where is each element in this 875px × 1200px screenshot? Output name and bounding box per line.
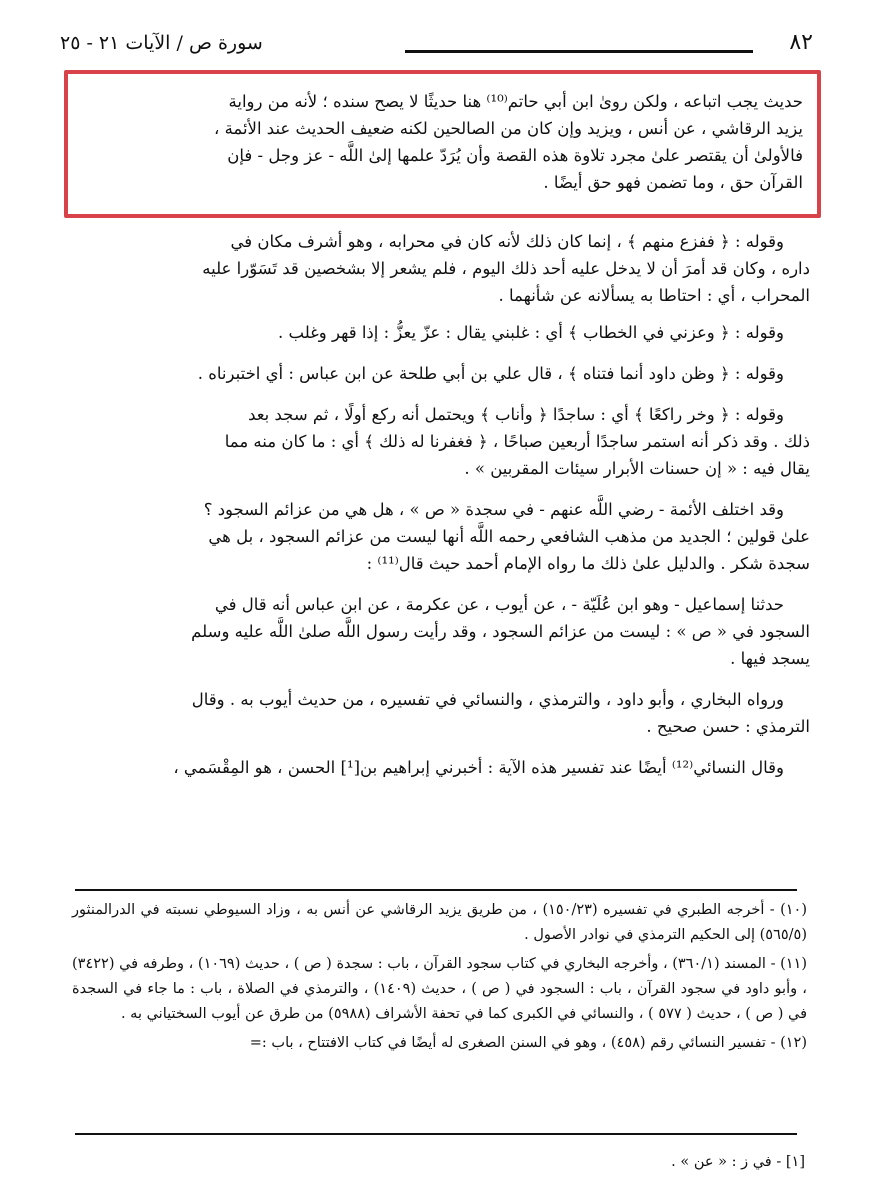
text-line: وقوله : ﴿ وعزني في الخطاب ﴾ أي : غلبني يقال : عزّ يعزُّ : إذا قهر وغلب .: [278, 323, 784, 342]
text-line: وقوله : ﴿ وظن داود أنما فتناه ﴾ ، قال علي بن أبي طلحة عن ابن عباس : أي اختبرناه .: [197, 364, 784, 383]
highlighted-passage: [64, 70, 821, 218]
text-line: حدثنا إسماعيل - وهو ابن عُلَيّة - ، عن أيوب ، عن عكرمة ، عن ابن عباس أنه قال في: [214, 595, 784, 614]
paragraph: [72, 360, 810, 387]
paragraph: [72, 228, 810, 309]
body-text: [72, 228, 810, 795]
text-line: علىٰ قولين ؛ الجديد من مذهب الشافعي رحمه اللَّه أنها ليست من عزائم السجود ، بل هي: [208, 527, 810, 546]
highlight-line: فالأولىٰ أن يقتصر علىٰ مجرد تلاوة هذه القصة وأن يُرَدّ علمها إلىٰ اللَّه - عز وجل - فإن: [227, 146, 803, 165]
text-line: وقال النسائي⁽¹²⁾ أيضًا عند تفسير هذه الآية : أخبرني إبراهيم بن[¹] الحسن ، هو المِقْسَمي ،: [173, 758, 784, 777]
footnote-divider: [75, 889, 797, 891]
highlight-line: حديث يجب اتباعه ، ولكن روىٰ ابن أبي حاتم⁽¹⁰⁾ هنا حديثًا لا يصح سنده ؛ لأنه من رواية: [228, 92, 803, 111]
paragraph: [72, 686, 810, 740]
text-line: ورواه البخاري ، وأبو داود ، والترمذي ، والنسائي في تفسيره ، من حديث أيوب به . وقال: [191, 690, 784, 709]
footnote-11: (١١) - المسند (٣٦٠/١) ، وأخرجه البخاري في كتاب سجود القرآن ، باب : سجدة ( ص ) ، حديث (١٠٦٩) ، وطرفه في (٣٤٢٢) ، وأبو داود في سجود القرآن ، باب : السجود في ( ص ) ، حديث (١٤٠٩) ، والترمذي في الصلاة ، باب : ما جاء في السجدة في ( ص ) ، حديث ( ٥٧٧ ) ، والنسائي في الكبرى كما في تحفة الأشراف (٥٩٨٨) من طرق عن أيوب السختياني به .: [72, 956, 807, 1022]
text-line: الترمذي : حسن صحيح .: [646, 717, 810, 736]
running-title: سورة ص / الآيات ٢١ - ٢٥: [60, 32, 263, 54]
paragraph: [72, 496, 810, 577]
text-line: سجدة شكر . والدليل علىٰ ذلك ما رواه الإمام أحمد حيث قال⁽¹¹⁾ :: [366, 554, 810, 573]
text-line: وقد اختلف الأئمة - رضي اللَّه عنهم - في سجدة « ص » ، هل هي من عزائم السجود ؟: [203, 500, 784, 519]
page-number: ٨٢: [789, 30, 813, 55]
highlight-line: يزيد الرقاشي ، عن أنس ، ويزيد وإن كان من الصالحين لكنه ضعيف الحديث عند الأئمة ،: [214, 119, 803, 138]
paragraph: [72, 591, 810, 672]
text-line: المحراب ، أي : احتاطا به يسألانه عن شأنهما .: [498, 286, 810, 305]
text-line: يسجد فيها .: [730, 649, 810, 668]
paragraph: [72, 319, 810, 346]
footnotes: [72, 898, 807, 1060]
text-line: وقوله : ﴿ وخر راكعًا ﴾ أي : ساجدًا ﴿ وأناب ﴾ ويحتمل أنه ركع أولًا ، ثم سجد بعد: [248, 405, 784, 424]
footnote-10: (١٠) - أخرجه الطبري في تفسيره (١٥٠/٢٣) ، من طريق يزيد الرقاشي عن أنس به ، وزاد السيوطي نسبته في الدرالمنثور (٥٦٥/٥) إلى الحكيم الترمذي في نوادر الأصول .: [72, 902, 807, 943]
paragraph: [72, 401, 810, 482]
highlight-line: القرآن حق ، وما تضمن فهو حق أيضًا .: [543, 173, 803, 192]
editor-note: [١] - في ز : « عن » .: [671, 1154, 805, 1170]
text-line: وقوله : ﴿ ففزع منهم ﴾ ، إنما كان ذلك لأنه كان في محرابه ، وهو أشرف مكان في: [230, 232, 784, 251]
text-line: يقال فيه : « إن حسنات الأبرار سيئات المقربين » .: [464, 459, 810, 478]
page-header: [60, 30, 813, 62]
paragraph: [72, 754, 810, 781]
text-line: ذلك . وقد ذكر أنه استمر ساجدًا أربعين صباحًا ، ﴿ فغفرنا له ذلك ﴾ أي : ما كان منه مما: [224, 432, 810, 451]
header-rule: [405, 50, 753, 53]
editor-note-divider: [75, 1133, 797, 1135]
footnote-12: (١٢) - تفسير النسائي رقم (٤٥٨) ، وهو في السنن الصغرى له أيضًا في كتاب الافتتاح ، باب :=: [249, 1035, 807, 1051]
text-line: داره ، وكان قد أمرَ أن لا يدخل عليه أحد ذلك اليوم ، فلم يشعر إلا بشخصين قد تَسَوّرا عليه: [202, 259, 810, 278]
text-line: السجود في « ص » : ليست من عزائم السجود ، وقد رأيت رسول اللَّه صلىٰ اللَّه عليه وسلم: [191, 622, 810, 641]
